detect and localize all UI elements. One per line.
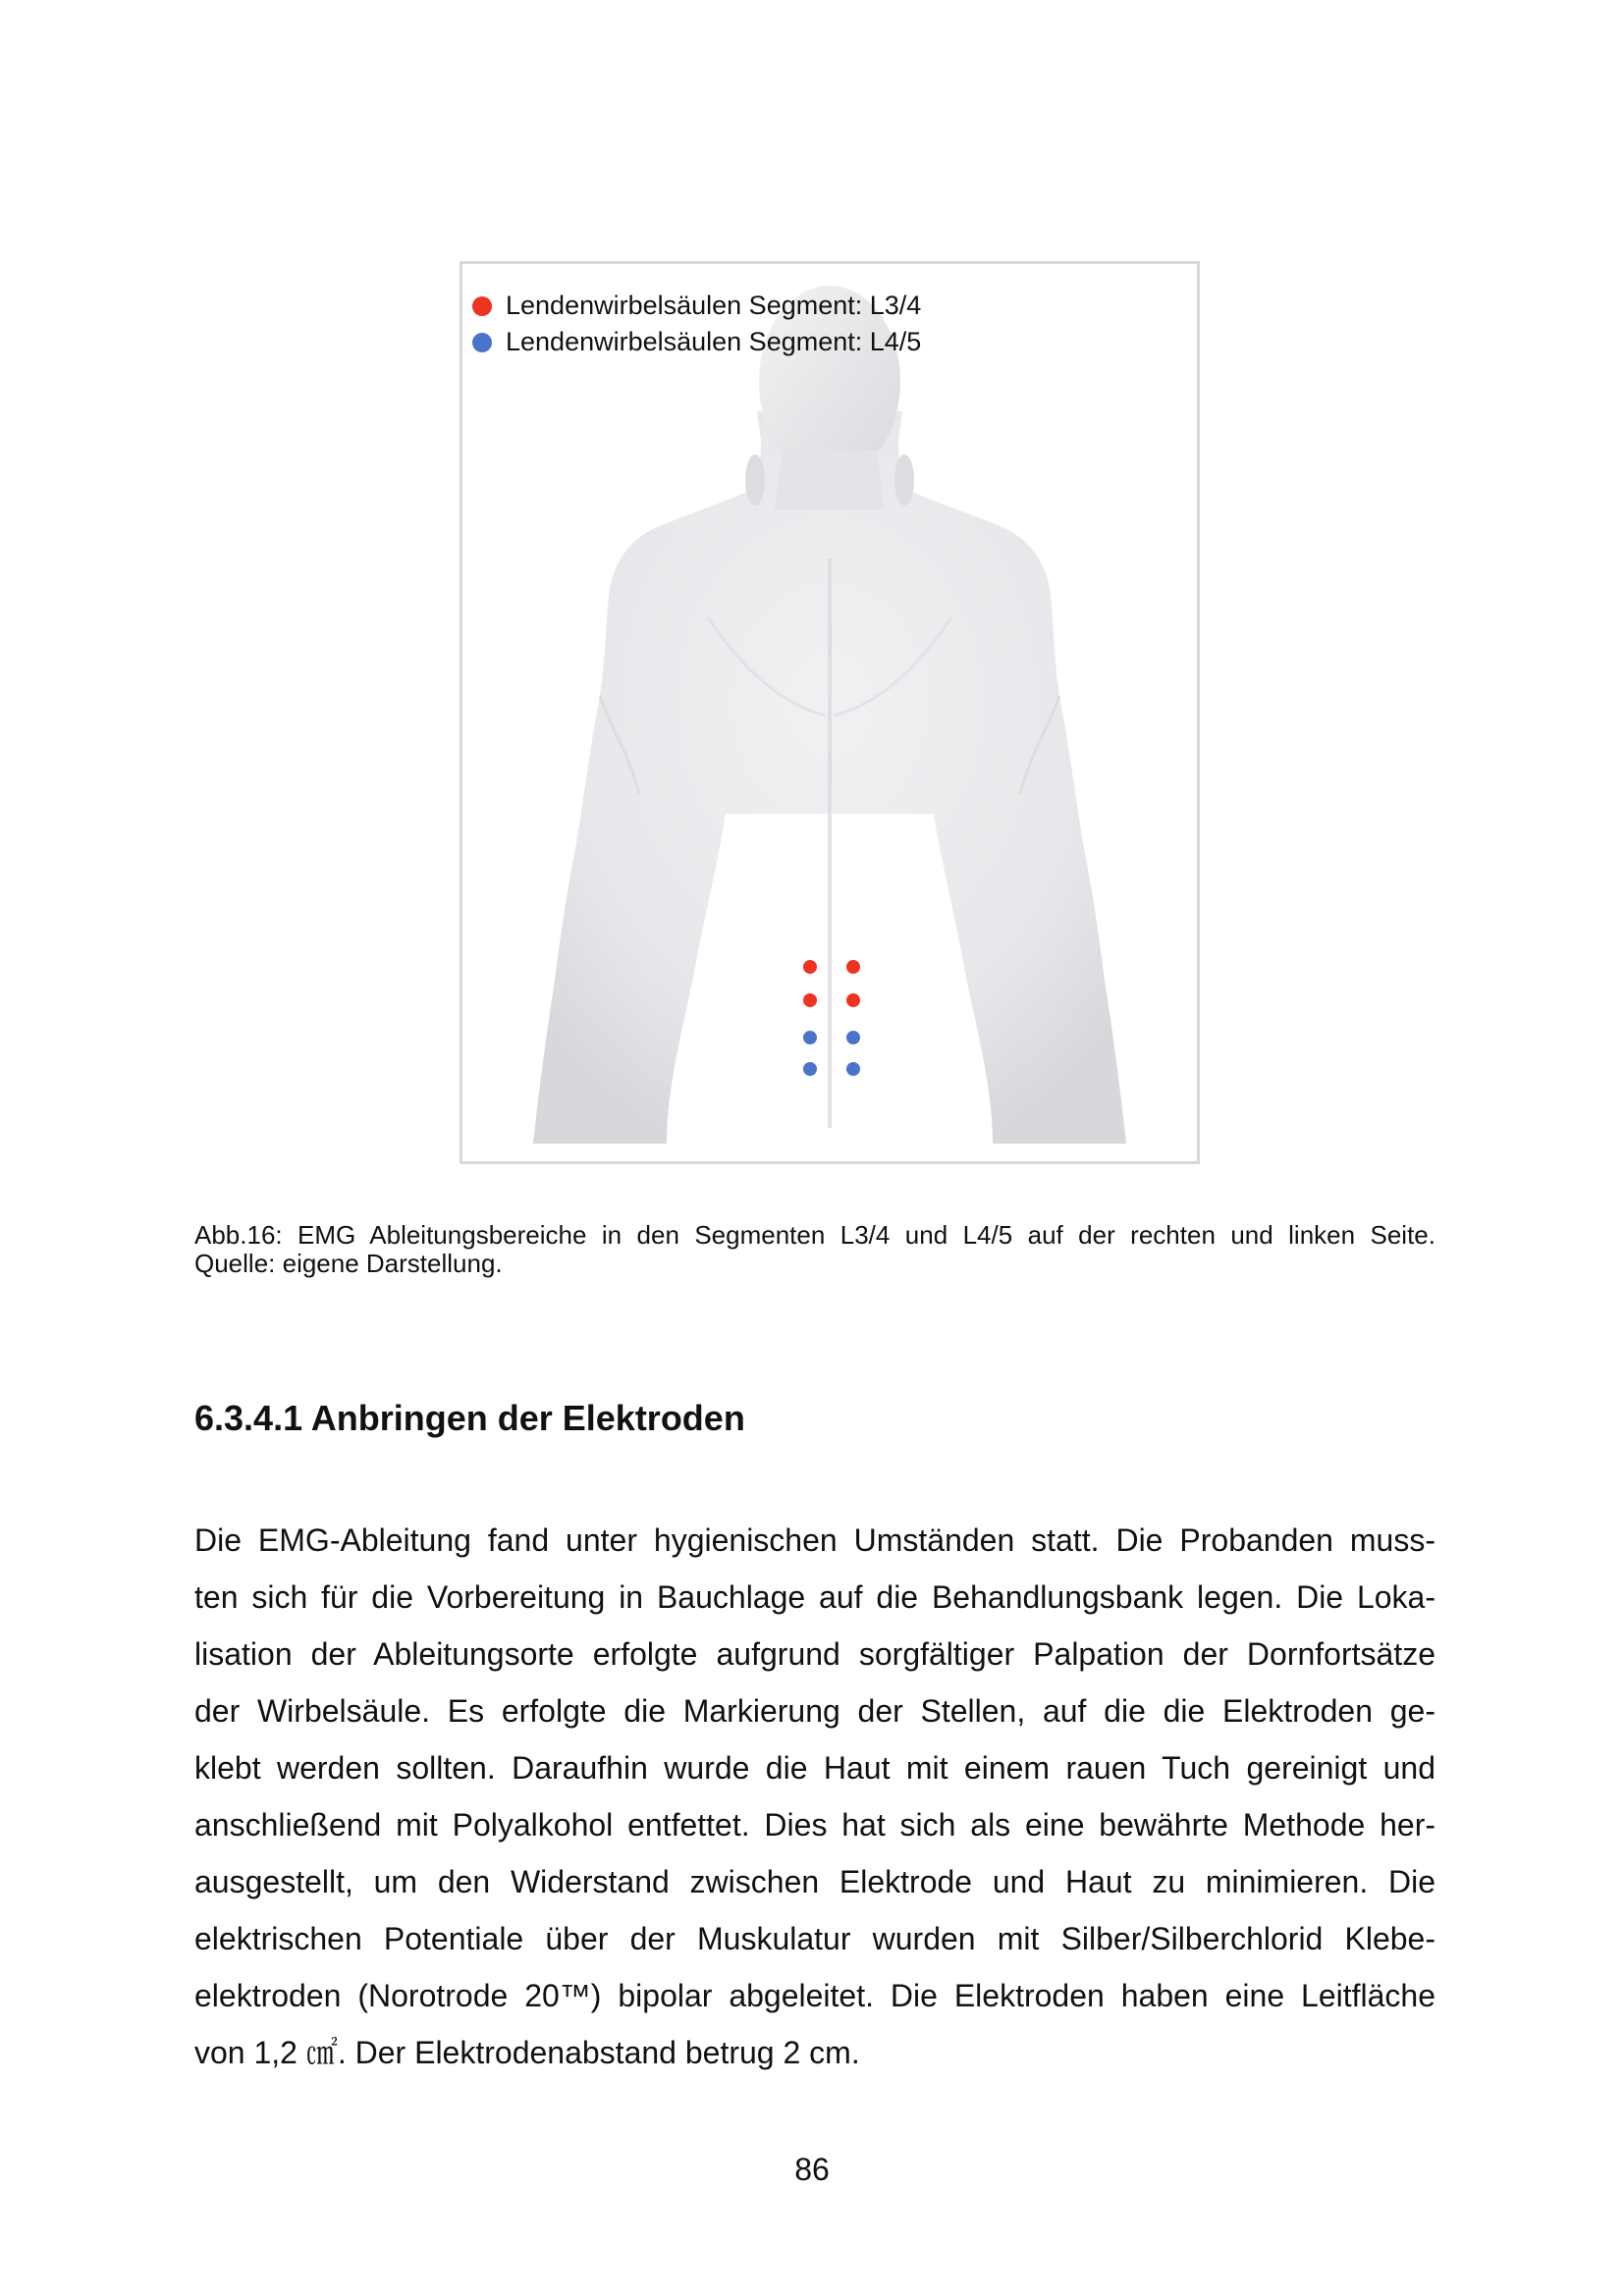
electrode-l45-right-upper (803, 1031, 817, 1044)
legend-item-l34 (470, 288, 921, 324)
body-paragraph (194, 1512, 1435, 2081)
legend-label-l45: Lendenwirbelsäulen Segment: L4/5 (506, 327, 922, 356)
electrode-l34-left-upper (846, 960, 860, 974)
human-back-torso-icon (462, 264, 1197, 1161)
page-number: 86 (794, 2152, 830, 2187)
body-line: anschließend mit Polyalkohol entfettet. Dies hat sich als eine bewährte Methode her- (194, 1807, 1435, 1842)
electrode-l34-right-lower (803, 993, 817, 1007)
body-line: klebt werden sollten. Daraufhin wurde die Haut mit einem rauen Tuch gereinigt und (194, 1750, 1435, 1786)
electrode-l34-right-upper (803, 960, 817, 974)
body-line: von 1,2 ㎠. Der Elektrodenabstand betrug 2 cm. (194, 2035, 860, 2070)
body-line: elektroden (Norotrode 20™) bipolar abgeleitet. Die Elektroden haben eine Leitfläche (194, 1978, 1435, 2013)
legend-item-l45 (470, 324, 921, 360)
blue-dot-icon (472, 333, 492, 352)
figure-legend (470, 288, 921, 360)
electrode-l34-left-lower (846, 993, 860, 1007)
body-line: lisation der Ableitungsorte erfolgte aufgrund sorgfältiger Palpation der Dornfortsätze (194, 1636, 1435, 1672)
body-line: Die EMG-Ableitung fand unter hygienischen Umständen statt. Die Probanden muss- (194, 1522, 1435, 1558)
body-line: ausgestellt, um den Widerstand zwischen Elektrode und Haut zu minimieren. Die (194, 1864, 1435, 1899)
section-heading: 6.3.4.1 Anbringen der Elektroden (194, 1398, 745, 1438)
electrode-l45-left-lower (846, 1062, 860, 1076)
legend-label-l34: Lendenwirbelsäulen Segment: L3/4 (506, 291, 922, 320)
red-dot-icon (472, 296, 492, 316)
figure-caption (194, 1221, 1435, 1278)
caption-line-2: Quelle: eigene Darstellung. (194, 1249, 503, 1278)
body-line: ten sich für die Vorbereitung in Bauchlage auf die Behandlungsbank legen. Die Loka- (194, 1579, 1435, 1615)
body-line: der Wirbelsäule. Es erfolgte die Markierung der Stellen, auf die die Elektroden ge- (194, 1693, 1435, 1729)
electrode-l45-left-upper (846, 1031, 860, 1044)
figure-electrode-placement (460, 261, 1200, 1164)
caption-line-1: Abb.16: EMG Ableitungsbereiche in den Segmenten L3/4 und L4/5 auf der rechten und linken Seite. (194, 1220, 1435, 1250)
electrode-l45-right-lower (803, 1062, 817, 1076)
body-line: elektrischen Potentiale über der Muskulatur wurden mit Silber/Silberchlorid Klebe- (194, 1921, 1435, 1956)
